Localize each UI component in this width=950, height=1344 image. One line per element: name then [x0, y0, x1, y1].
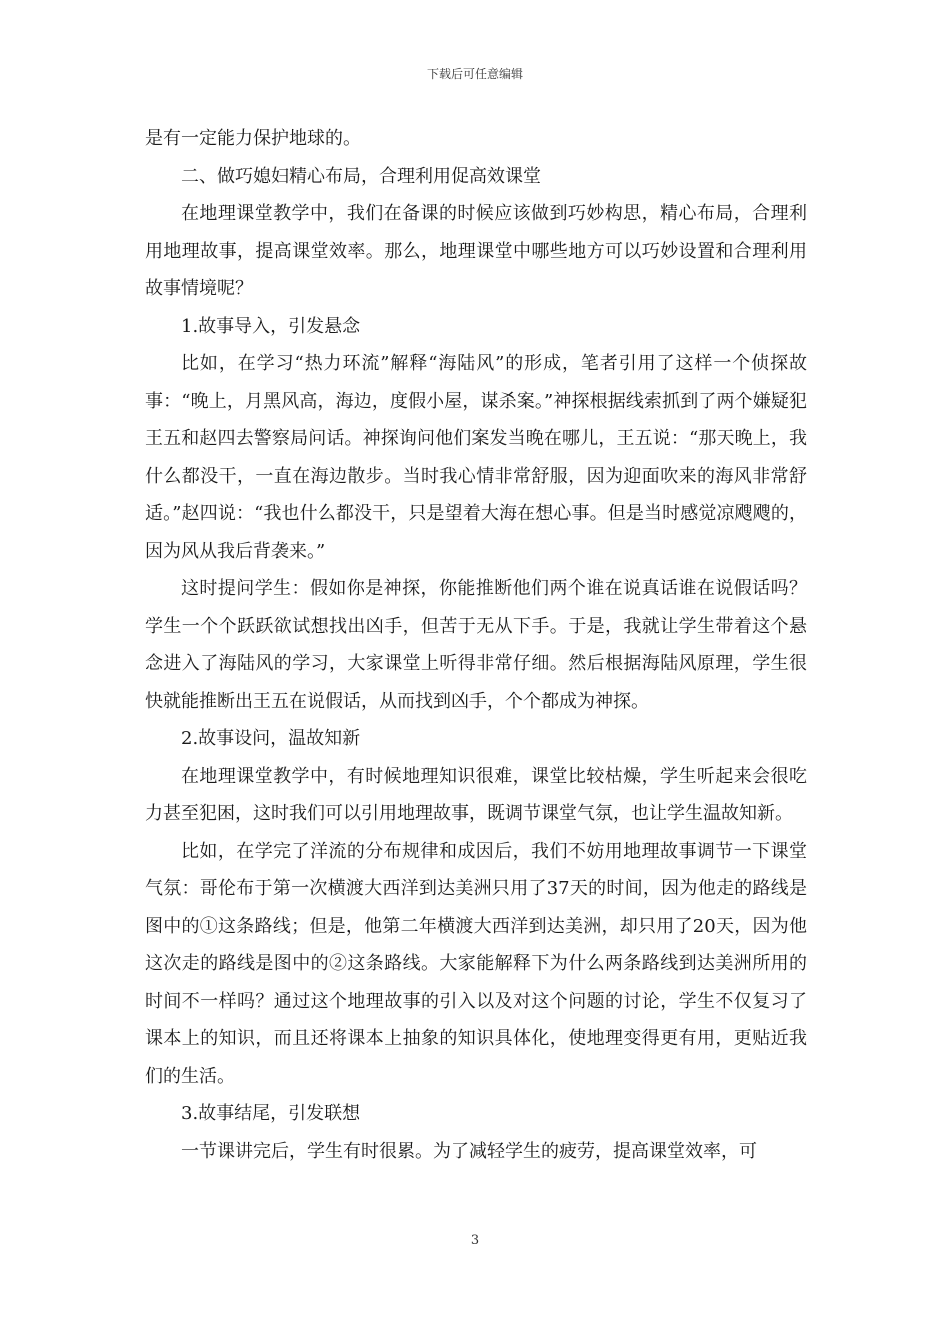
paragraph: 一节课讲完后，学生有时很累。为了减轻学生的疲劳，提高课堂效率，可	[181, 1140, 757, 1162]
paragraph: 比如，在学完了洋流的分布规律和成因后，我们不妨用地理故事调节一下课堂气氛：哥伦布于第一次横渡大西洋到达美洲只用了37天的时间，因为他走的路线是图中的①这条路线；但是，他第二年横渡大西洋到达美洲，却只用了20天，因为他这次走的路线是图中的②这条路线。大家能解释下为什么两条路线到达美洲所用的时间不一样吗？通过这个地理故事的引入以及对这个问题的讨论，学生不仅复习了课本上的知识，而且还将课本上抽象的知识具体化，使地理变得更有用，更贴近我们的生活。	[145, 840, 807, 1087]
paragraph-continuation: 是有一定能力保护地球的。	[145, 128, 361, 149]
subsection-heading: 2.故事设问，温故知新	[181, 728, 361, 749]
paragraph: 这时提问学生：假如你是神探，你能推断他们两个谁在说真话谁在说假话吗？学生一个个跃跃欲试想找出凶手，但苦于无从下手。于是，我就让学生带着这个悬念进入了海陆风的学习，大家课堂上听得非常仔细。然后根据海陆风原理，学生很快就能推断出王五在说假话，从而找到凶手，个个都成为神探。	[145, 578, 807, 712]
page-number: 3	[470, 1233, 480, 1248]
subsection-heading: 1.故事导入，引发悬念	[181, 315, 361, 337]
section-heading: 二、做巧媳妇精心布局，合理利用促高效课堂	[181, 165, 541, 187]
document-body	[145, 120, 807, 1170]
paragraph: 在地理课堂教学中，有时候地理知识很难，课堂比较枯燥，学生听起来会很吃力甚至犯困，这时我们可以引用地理故事，既调节课堂气氛，也让学生温故知新。	[145, 765, 807, 824]
subsection-heading: 3.故事结尾，引发联想	[181, 1103, 361, 1124]
paragraph: 比如，在学习“热力环流”解释“海陆风”的形成，笔者引用了这样一个侦探故事：“晚上，月黑风高，海边，度假小屋，谋杀案。”神探根据线索抓到了两个嫌疑犯王五和赵四去警察局问话。神探询问他们案发当晚在哪儿，王五说：“那天晚上，我什么都没干，一直在海边散步。当时我心情非常舒服，因为迎面吹来的海风非常舒适。”赵四说：“我也什么都没干，只是望着大海在想心事。但是当时感觉凉飕飕的，因为风从我后背袭来。”	[145, 353, 807, 562]
paragraph: 在地理课堂教学中，我们在备课的时候应该做到巧妙构思，精心布局，合理利用地理故事，提高课堂效率。那么，地理课堂中哪些地方可以巧妙设置和合理利用故事情境呢？	[145, 203, 807, 299]
page-header: 下载后可任意编辑	[426, 67, 523, 81]
